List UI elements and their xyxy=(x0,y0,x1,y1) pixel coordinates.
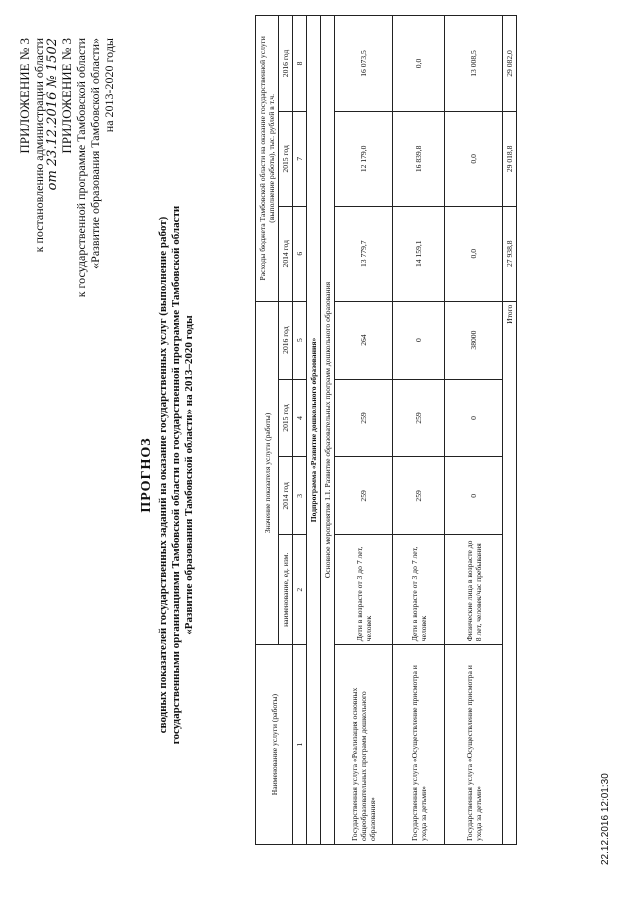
value-2014: 259 xyxy=(393,457,445,535)
program-name: «Развитие образования Тамбовской области» xyxy=(88,38,102,269)
header-expenses: Расходы бюджета Тамбовской области на оказание государственной услуги (выполнение работы), тыс. рублей в т.ч. xyxy=(256,16,279,302)
value-2014: 259 xyxy=(335,457,393,535)
value-2014: 0 xyxy=(445,457,503,535)
header-indicator: Значение показателя услуги (работы) xyxy=(256,301,279,645)
service-name: Государственная услуга «Осуществление присмотра и ухода за детьми» xyxy=(393,645,445,845)
table-row xyxy=(393,16,445,845)
col-number: 3 xyxy=(293,457,307,535)
value-2016: 0 xyxy=(393,301,445,379)
header-name-unit: наименование, ед. изм. xyxy=(279,535,293,645)
total-row xyxy=(503,16,517,845)
title-line-2: государственными организациями Тамбовской области по государственной программе Тамбовской области xyxy=(170,205,182,745)
value-2015: 0 xyxy=(445,379,503,457)
indicator-name: Дети в возрасте от 3 до 7 лет, человек xyxy=(393,535,445,645)
appendix-label-2: ПРИЛОЖЕНИЕ № 3 xyxy=(59,38,74,154)
value-2016: 264 xyxy=(335,301,393,379)
handwritten-date-number: от 23.12.2016 № 1502 xyxy=(45,38,60,191)
column-number-row xyxy=(293,16,307,845)
expense-2016: 0,0 xyxy=(393,16,445,112)
program-line: к государственной программе Тамбовской области xyxy=(74,38,88,298)
service-name: Государственная услуга «Реализация основных общеобразовательных программ дошкольного образования» xyxy=(335,645,393,845)
header-year: 2014 год xyxy=(279,457,293,535)
measure-row: Основное мероприятие 1.1. Развитие образовательных программ дошкольного образования xyxy=(321,16,335,845)
total-2014: 27 938,8 xyxy=(503,206,517,301)
expense-2015: 12 179,0 xyxy=(335,111,393,206)
header-year: 2014 год xyxy=(279,206,293,301)
expense-2016: 13 008,5 xyxy=(445,16,503,112)
expense-2016: 16 073,5 xyxy=(335,16,393,112)
print-timestamp: 22.12.2016 12:01:30 xyxy=(600,773,611,865)
col-number: 4 xyxy=(293,379,307,457)
document-title xyxy=(140,195,196,755)
expense-2014: 14 159,1 xyxy=(393,206,445,301)
indicator-name: Физические лица в возрасте до 8 лет, человек/час пребывания xyxy=(445,535,503,645)
table-row xyxy=(335,16,393,845)
indicator-name: Дети в возрасте от 3 до 7 лет, человек xyxy=(335,535,393,645)
col-number: 8 xyxy=(293,16,307,112)
forecast-table xyxy=(255,15,517,845)
program-years: на 2013-2020 годы xyxy=(102,38,116,133)
value-2016: 38000 xyxy=(445,301,503,379)
resolution-line: к постановлению администрации области xyxy=(32,38,46,253)
col-number: 6 xyxy=(293,206,307,301)
value-2015: 259 xyxy=(335,379,393,457)
header-year: 2015 год xyxy=(279,111,293,206)
header-year: 2016 год xyxy=(279,16,293,112)
expense-2015: 0,0 xyxy=(445,111,503,206)
title-line-3: «Развитие образования Тамбовской области» на 2013–2020 годы xyxy=(183,315,195,635)
title-main: ПРОГНОЗ xyxy=(139,437,154,513)
header-year: 2016 год xyxy=(279,301,293,379)
total-2016: 29 082,0 xyxy=(503,16,517,112)
expense-2015: 16 839,8 xyxy=(393,111,445,206)
title-line-1: сводных показателей государственных заданий на оказание государственных услуг (выполнение работ) xyxy=(157,216,169,734)
subprogram-row: Подпрограмма «Развитие дошкольного образования» xyxy=(307,16,321,845)
appendix-label: ПРИЛОЖЕНИЕ № 3 xyxy=(17,38,32,154)
document-header xyxy=(18,38,116,297)
table-row xyxy=(445,16,503,845)
col-number: 5 xyxy=(293,301,307,379)
col-number: 2 xyxy=(293,535,307,645)
expense-2014: 0,0 xyxy=(445,206,503,301)
total-label: Итого xyxy=(503,301,517,844)
expense-2014: 13 779,7 xyxy=(335,206,393,301)
service-name: Государственная услуга «Осуществление присмотра и ухода за детьми» xyxy=(445,645,503,845)
header-service: Наименование услуги (работы) xyxy=(256,645,293,845)
total-2015: 29 018,8 xyxy=(503,111,517,206)
col-number: 1 xyxy=(293,645,307,845)
col-number: 7 xyxy=(293,111,307,206)
value-2015: 259 xyxy=(393,379,445,457)
header-year: 2015 год xyxy=(279,379,293,457)
